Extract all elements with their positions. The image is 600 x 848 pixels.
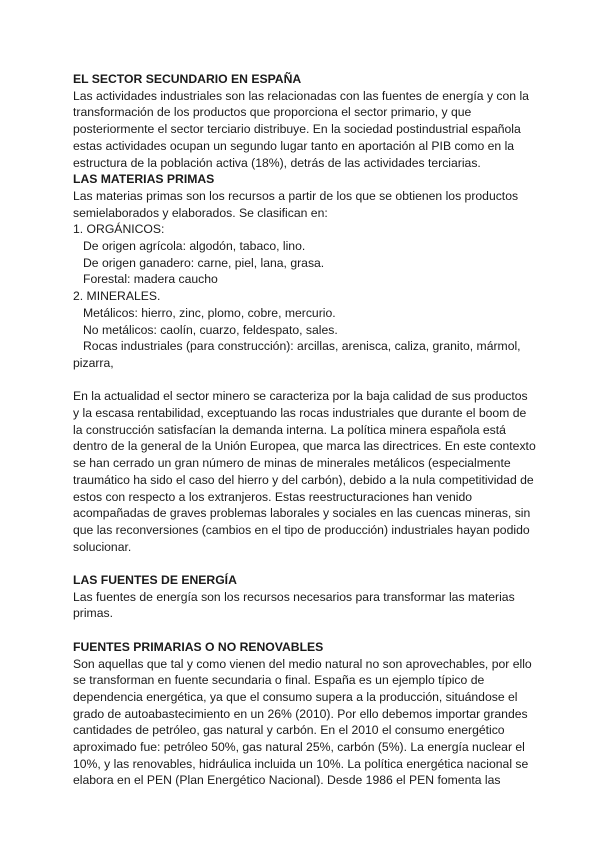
spacer <box>73 622 536 639</box>
paragraph-mineria: En la actualidad el sector minero se caracteriza por la baja calidad de sus productos y la escasa rentabilidad, exceptuando las rocas industriales que durante el boom de la construcción satisfacían la demanda interna. La política minera española está dentro de la general de la Unión Europea, que marca las directrices. En este contexto se han cerrado un gran número de minas de minerales metálicos (especialmente traumático ha sido el caso del hierro y del carbón), debido a la nula competitividad de estos con respecto a los extranjeros. Estas reestructuraciones han venido acompañadas de graves problemas laborales y sociales en las cuencas mineras, sin que las reconversiones (cambios en el tipo de producción) industriales hayan podido solucionar. <box>73 389 536 554</box>
spacer <box>73 555 536 572</box>
paragraph-materias-primas: Las materias primas son los recursos a partir de los que se obtienen los productos semielaborados y elaborados. Se clasifican en: <box>73 188 519 220</box>
spacer <box>73 372 536 389</box>
list-heading-minerales: 2. MINERALES. <box>73 289 161 304</box>
list-item: No metálicos: caolín, cuarzo, feldespato, sales. <box>83 322 338 337</box>
list-item: Forestal: madera caucho <box>83 272 218 287</box>
section-heading-fuentes-primarias: FUENTES PRIMARIAS O NO RENOVABLES <box>73 639 324 654</box>
paragraph-fuentes-primarias: Son aquellas que tal y como vienen del medio natural no son aprovechables, por ello se transforman en fuente secundaria o final. España es un ejemplo típico de dependencia energética, ya que el consumo supera a la producción, situándose el grado de autoabastecimiento en un 26% (2010). Por ello debemos importar grandes cantidades de petróleo, gas natural y carbón. En el 2010 el consumo energético aproximado fue: petróleo 50%, gas natural 25%, carbón (5%). La energía nuclear el 10%, y las renovables, hidráulica incluida un 10%. La política energética nacional se elabora en el PEN (Plan Energético Nacional). Desde 1986 el PEN fomenta las <box>73 656 532 788</box>
list-heading-organicos: 1. ORGÁNICOS: <box>73 222 165 237</box>
list-item: De origen ganadero: carne, piel, lana, grasa. <box>83 255 325 270</box>
section-heading-fuentes-energia: LAS FUENTES DE ENERGÍA <box>73 573 237 588</box>
list-item: De origen agrícola: algodón, tabaco, lino. <box>83 239 306 254</box>
paragraph-fuentes-energia: Las fuentes de energía son los recursos necesarios para transformar las materias primas. <box>73 589 515 621</box>
list-item: Rocas industriales (para construcción): arcillas, arenisca, caliza, granito, mármol, pizarra, <box>73 339 521 370</box>
list-item: Metálicos: hierro, zinc, plomo, cobre, mercurio. <box>83 305 336 320</box>
paragraph-intro: Las actividades industriales son las relacionadas con las fuentes de energía y con la transformación de los productos que proporciona el sector primario, y que posteriormente el sector terciario distribuye. En la sociedad postindustrial española estas actividades ocupan un segundo lugar tanto en aportación al PIB como en la estructura de la población activa (18%), detrás de las actividades terciarias. <box>73 88 529 170</box>
section-heading-materias-primas: LAS MATERIAS PRIMAS <box>73 172 215 187</box>
section-heading-sector-secundario: EL SECTOR SECUNDARIO EN ESPAÑA <box>73 72 302 86</box>
